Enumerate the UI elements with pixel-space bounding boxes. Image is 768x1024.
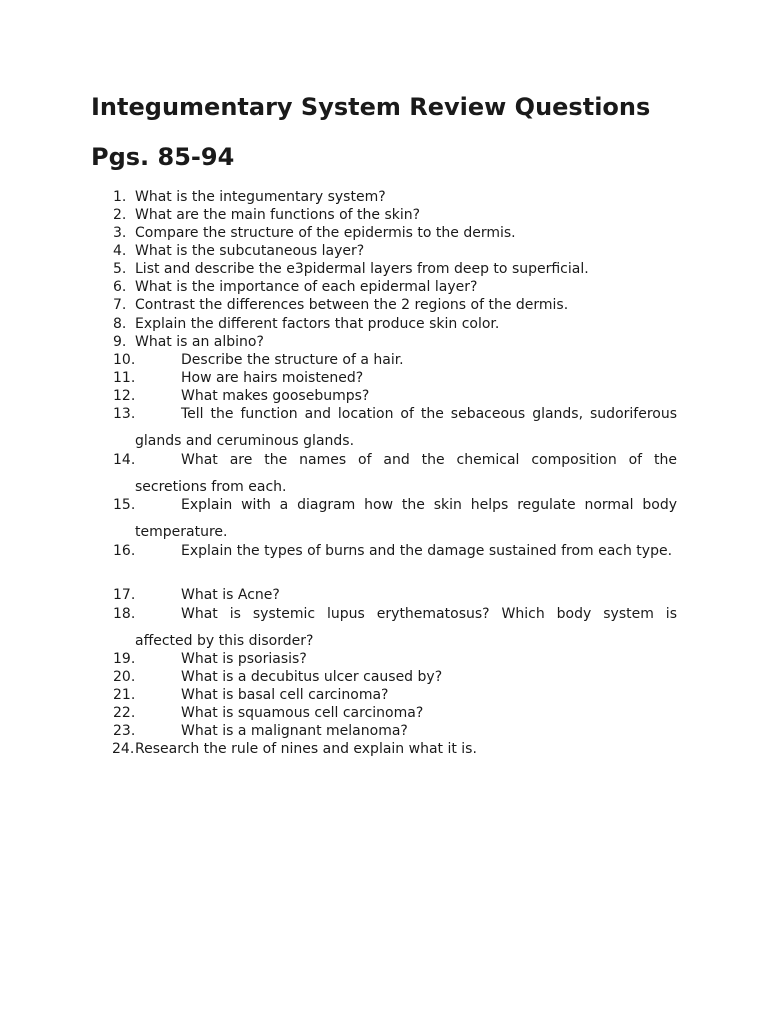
question-item bbox=[113, 260, 677, 278]
question-text: Explain the types of burns and the damage sustained from each type. bbox=[181, 543, 673, 559]
question-number: 13. bbox=[113, 406, 136, 422]
question-number: 5. bbox=[113, 261, 127, 277]
question-item bbox=[113, 650, 677, 668]
question-text: What is Acne? bbox=[181, 587, 280, 603]
question-number: 23. bbox=[113, 723, 136, 739]
question-number: 22. bbox=[113, 705, 136, 721]
question-text: Explain with a diagram how the skin helps regulate normal body temperature. bbox=[135, 497, 677, 540]
question-text: Tell the function and location of the sebaceous glands, sudoriferous glands and ceruminous glands. bbox=[135, 406, 677, 449]
question-number: 21. bbox=[113, 687, 136, 703]
question-number: 9. bbox=[113, 334, 127, 350]
question-item bbox=[113, 369, 677, 387]
question-text: What are the names of and the chemical composition of the secretions from each. bbox=[135, 452, 677, 495]
question-item bbox=[113, 188, 677, 206]
question-text: What is squamous cell carcinoma? bbox=[181, 705, 424, 721]
question-text: What makes goosebumps? bbox=[181, 388, 370, 404]
question-item bbox=[113, 704, 677, 722]
question-text: How are hairs moistened? bbox=[181, 370, 364, 386]
question-text: Compare the structure of the epidermis to the dermis. bbox=[135, 225, 516, 241]
question-text: What is an albino? bbox=[135, 334, 264, 350]
question-number: 12. bbox=[113, 388, 136, 404]
question-text: Research the rule of nines and explain what it is. bbox=[135, 741, 477, 757]
question-number: 4. bbox=[113, 243, 127, 259]
question-item bbox=[113, 242, 677, 260]
question-text: Explain the different factors that produce skin color. bbox=[135, 316, 500, 332]
question-number: 15. bbox=[113, 497, 136, 513]
page-range-heading: Pgs. 85-94 bbox=[91, 143, 235, 171]
question-item bbox=[113, 686, 677, 704]
question-item bbox=[112, 740, 677, 758]
question-text: What is systemic lupus erythematosus? Which body system is affected by this disorder? bbox=[135, 606, 677, 649]
question-number: 7. bbox=[113, 297, 127, 313]
question-text: Describe the structure of a hair. bbox=[181, 352, 404, 368]
question-text: What is basal cell carcinoma? bbox=[181, 687, 389, 703]
question-number: 11. bbox=[113, 370, 136, 386]
question-item bbox=[113, 668, 677, 686]
question-number: 10. bbox=[113, 352, 136, 368]
question-number: 2. bbox=[113, 207, 127, 223]
question-number: 8. bbox=[113, 316, 127, 332]
question-item bbox=[113, 351, 677, 369]
question-item bbox=[113, 333, 677, 351]
question-text: What is a malignant melanoma? bbox=[181, 723, 408, 739]
question-item bbox=[113, 601, 677, 655]
question-item bbox=[113, 206, 677, 224]
question-text: Contrast the differences between the 2 regions of the dermis. bbox=[135, 297, 569, 313]
document-title: Integumentary System Review Questions bbox=[91, 93, 651, 121]
question-number: 14. bbox=[113, 452, 136, 468]
question-number: 24. bbox=[112, 741, 135, 757]
question-number: 3. bbox=[113, 225, 127, 241]
question-number: 20. bbox=[113, 669, 136, 685]
question-text: What is a decubitus ulcer caused by? bbox=[181, 669, 443, 685]
question-item bbox=[113, 722, 677, 740]
question-number: 6. bbox=[113, 279, 127, 295]
question-number: 17. bbox=[113, 587, 136, 603]
question-item bbox=[113, 315, 677, 333]
question-item bbox=[113, 224, 677, 242]
question-text: List and describe the e3pidermal layers from deep to superficial. bbox=[135, 261, 589, 277]
question-item bbox=[113, 278, 677, 296]
question-number: 16. bbox=[113, 543, 136, 559]
question-item bbox=[113, 296, 677, 314]
question-text: What is the integumentary system? bbox=[135, 189, 386, 205]
question-item bbox=[113, 538, 677, 565]
question-text: What is psoriasis? bbox=[181, 651, 307, 667]
question-text: What are the main functions of the skin? bbox=[135, 207, 421, 223]
question-text: What is the subcutaneous layer? bbox=[135, 243, 365, 259]
question-number: 1. bbox=[113, 189, 127, 205]
question-number: 19. bbox=[113, 651, 136, 667]
question-text: What is the importance of each epidermal layer? bbox=[135, 279, 478, 295]
question-number: 18. bbox=[113, 606, 136, 622]
